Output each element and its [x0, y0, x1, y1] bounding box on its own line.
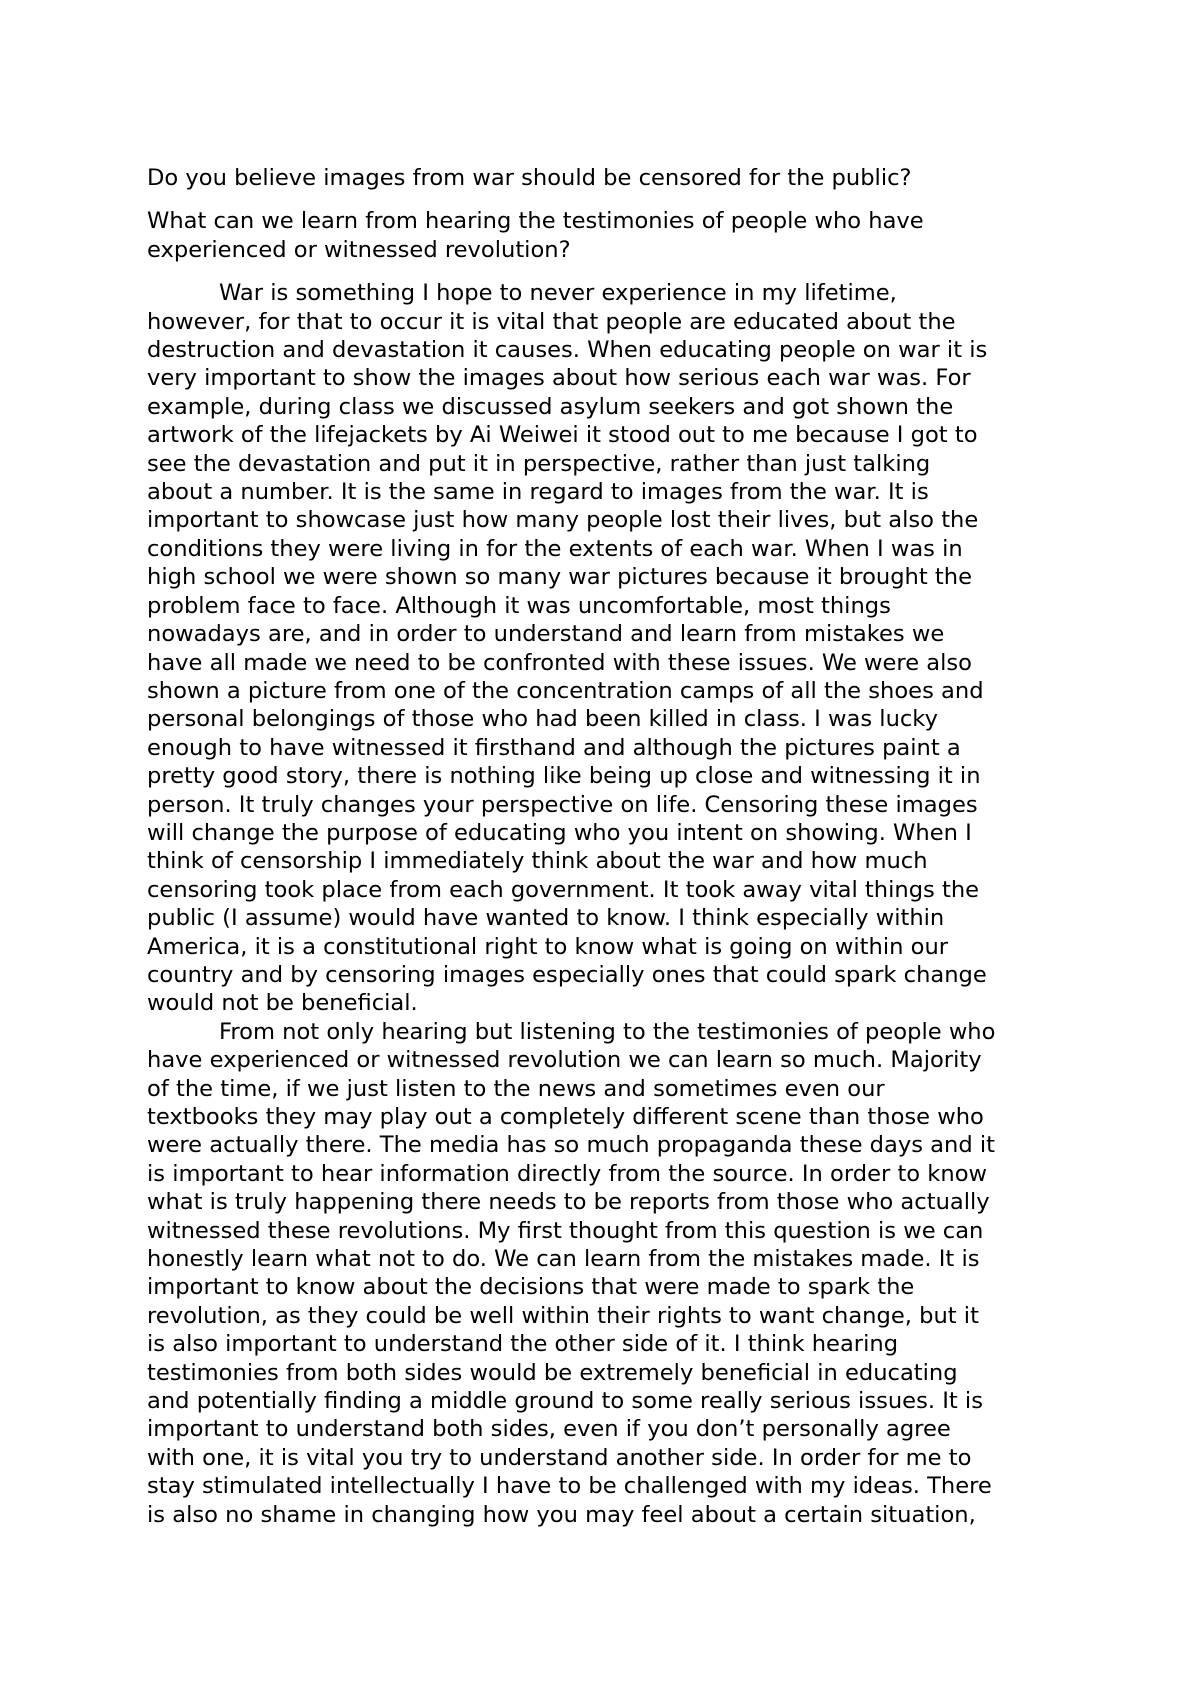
paragraph-line: would not be beneficial. — [147, 990, 418, 1017]
paragraph-line: with one, it is vital you try to understand another side. In order for me to — [147, 1444, 972, 1471]
paragraph-line: War is something I hope to never experience in my lifetime, — [219, 280, 897, 307]
question-2-line: What can we learn from hearing the testimonies of people who have — [147, 208, 924, 235]
paragraph-line: censoring took place from each government. It took away vital things the — [147, 876, 980, 903]
paragraph-line: important to understand both sides, even if you don’t personally agree — [147, 1416, 951, 1443]
paragraph-line: important to know about the decisions that were made to spark the — [147, 1274, 915, 1301]
paragraph-line: example, during class we discussed asylum seekers and got shown the — [147, 393, 954, 420]
paragraph-line: honestly learn what not to do. We can learn from the mistakes made. It is — [147, 1246, 980, 1273]
paragraph-line: problem face to face. Although it was uncomfortable, most things — [147, 592, 891, 619]
paragraph-line: high school we were shown so many war pictures because it brought the — [147, 564, 972, 591]
paragraph-line: pretty good story, there is nothing like being up close and witnessing it in — [147, 763, 981, 790]
paragraph-line: personal belongings of those who had been killed in class. I was lucky — [147, 706, 938, 733]
paragraph-line: public (I assume) would have wanted to know. I think especially within — [147, 905, 945, 932]
paragraph-line: enough to have witnessed it firsthand and although the pictures paint a — [147, 734, 961, 761]
paragraph-line: is important to hear information directly from the source. In order to know — [147, 1160, 988, 1187]
question-1 — [147, 164, 1067, 192]
paragraph-line: is also no shame in changing how you may feel about a certain situation, — [147, 1501, 976, 1528]
essay-paragraph-2 — [147, 1018, 1067, 1529]
paragraph-line: nowadays are, and in order to understand and learn from mistakes we — [147, 621, 945, 648]
paragraph-line: and potentially finding a middle ground to some really serious issues. It is — [147, 1388, 983, 1415]
paragraph-line: country and by censoring images especially ones that could spark change — [147, 961, 987, 988]
paragraph-line: what is truly happening there needs to be reports from those who actually — [147, 1189, 990, 1216]
paragraph-line: about a number. It is the same in regard to images from the war. It is — [147, 479, 929, 506]
paragraph-line: person. It truly changes your perspective on life. Censoring these images — [147, 791, 978, 818]
paragraph-line: destruction and devastation it causes. When educating people on war it is — [147, 337, 988, 364]
question-2 — [147, 207, 1067, 264]
paragraph-line: were actually there. The media has so much propaganda these days and it — [147, 1132, 995, 1159]
paragraph-line: have experienced or witnessed revolution we can learn so much. Majority — [147, 1047, 982, 1074]
paragraph-line: testimonies from both sides would be extremely beneficial in educating — [147, 1359, 958, 1386]
paragraph-line: is also important to understand the other side of it. I think hearing — [147, 1331, 899, 1358]
essay — [147, 279, 1067, 1529]
paragraph-line: textbooks they may play out a completely different scene than those who — [147, 1104, 984, 1130]
paragraph-line: have all made we need to be confronted with these issues. We were also — [147, 649, 973, 676]
paragraph-line: conditions they were living in for the extents of each war. When I was in — [147, 535, 963, 562]
paragraph-line: artwork of the lifejackets by Ai Weiwei it stood out to me because I got to — [147, 422, 978, 449]
question-2-line: experienced or witnessed revolution? — [147, 236, 571, 263]
paragraph-line: From not only hearing but listening to the testimonies of people who — [219, 1018, 996, 1045]
paragraph-line: very important to show the images about how serious each war was. For — [147, 365, 971, 392]
paragraph-line: revolution, as they could be well within their rights to want change, but it — [147, 1302, 979, 1329]
question-1-line: Do you believe images from war should be censored for the public? — [147, 165, 912, 191]
paragraph-line: witnessed these revolutions. My first thought from this question is we can — [147, 1217, 984, 1244]
paragraph-line: stay stimulated intellectually I have to be challenged with my ideas. There — [147, 1473, 992, 1500]
paragraph-line: see the devastation and put it in perspective, rather than just talking — [147, 450, 931, 477]
paragraph-line: shown a picture from one of the concentration camps of all the shoes and — [147, 677, 984, 704]
paragraph-line: America, it is a constitutional right to know what is going on within our — [147, 933, 949, 960]
paragraph-line: of the time, if we just listen to the news and sometimes even our — [147, 1075, 885, 1102]
paragraph-line: think of censorship I immediately think about the war and how much — [147, 848, 928, 875]
document-body — [147, 164, 1067, 1529]
paragraph-line: important to showcase just how many people lost their lives, but also the — [147, 507, 979, 534]
essay-paragraph-1 — [147, 279, 1067, 1018]
paragraph-line: will change the purpose of educating who you intent on showing. When I — [147, 819, 972, 846]
paragraph-line: however, for that to occur it is vital that people are educated about the — [147, 308, 956, 335]
